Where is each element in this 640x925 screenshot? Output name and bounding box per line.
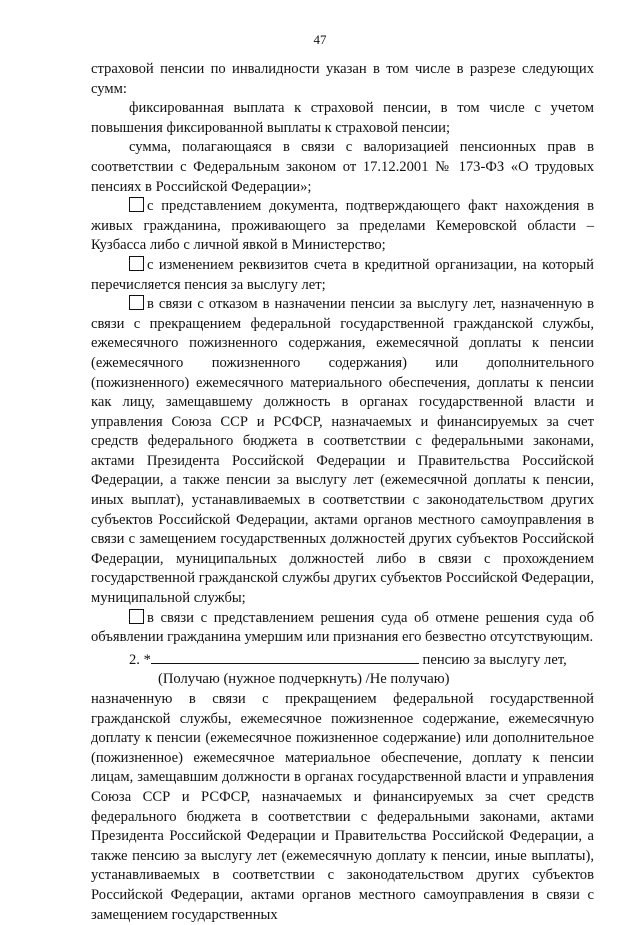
checkbox-proof-of-life[interactable] bbox=[129, 197, 144, 212]
document-body bbox=[91, 60, 594, 925]
option-proof-of-life bbox=[91, 197, 594, 256]
option-court-decision bbox=[91, 609, 594, 648]
paragraph-valorization: сумма, полагающаяся в связи с валоризацией пенсионных прав в соответствии с Федеральным законом от 17.12.2001 № 173-ФЗ «О трудовых пенсиях в Российской Федерации»; bbox=[91, 139, 594, 195]
option-account-change bbox=[91, 256, 594, 295]
paragraph-item-2-body: назначенную в связи с прекращением федеральной государственной гражданской службы, ежемесячное пожизненное содержание, ежемесячную доплату к пенсии (ежемесячное пожизненное содержание) или дополнительное (пожизненное) ежемесячное материальное обеспечение, доплату к пенсии лицам, замещавшим должности в органах государственной власти и управления Союза ССР и РСФСР, назначаемых и финансируемых за счет средств федерального бюджета в соответствии с федеральными законами, актами Президента Российской Федерации и Правительства Российской Федерации, а также пенсию за выслугу лет (ежемесячную доплату к пенсии, иные выплаты), устанавливаемых в соответствии с законодательством других субъектов Российской Федерации, актами органов местного самоуправления в связи с замещением государственных bbox=[91, 691, 594, 923]
checkbox-court-decision[interactable] bbox=[129, 609, 144, 624]
item-2-blank-field[interactable] bbox=[151, 648, 419, 664]
option-court-decision-text: в связи с представлением решения суда об отмене решения суда об объявлении гражданина умершим или признания его безвестно отсутствующим. bbox=[91, 609, 594, 646]
item-2-line bbox=[91, 648, 594, 671]
item-2-prefix: 2. * bbox=[129, 651, 151, 668]
paragraph-fixed-payment: фиксированная выплата к страховой пенсии, в том числе с учетом повышения фиксированной выплаты к страховой пенсии; bbox=[91, 100, 594, 136]
item-2-hint: (Получаю (нужное подчеркнуть) /Не получаю) bbox=[158, 671, 450, 688]
checkbox-refusal[interactable] bbox=[129, 295, 144, 310]
page-number: 47 bbox=[313, 32, 327, 47]
option-refusal bbox=[91, 295, 594, 609]
paragraph-continuation: страховой пенсии по инвалидности указан в том числе в разрезе следующих сумм: bbox=[91, 61, 594, 97]
checkbox-account-change[interactable] bbox=[129, 256, 144, 271]
option-account-change-text: с изменением реквизитов счета в кредитной организации, на который перечисляется пенсия за выслугу лет; bbox=[91, 256, 594, 293]
option-refusal-text: в связи с отказом в назначении пенсии за выслугу лет, назначенную в связи с прекращением федеральной государственной гражданской службы, ежемесячного пожизненного содержания, ежемесячной доплаты к пенсии (ежемесячного пожизненного содержания) или дополнительного (пожизненного) ежемесячного материального обеспечения, доплаты к пенсии как лицу, замещавшему должность в органах государственной власти и управления Союза ССР и РСФСР, назначаемых и финансируемых за счет средств федерального бюджета в соответствии с федеральными законами, актами Президента Российской Федерации и Правительства Российской Федерации, а также пенсии за выслугу лет (ежемесячной доплаты к пенсии, иных выплат), устанавливаемых в соответствии с законодательством других субъектов Российской Федерации, актами органов местного самоуправления в связи с замещением государственных должностей других субъектов Российской Федерации, муниципальных должностей либо в связи с прохождением государственной гражданской службы других субъектов Российской Федерации, муниципальной службы; bbox=[91, 296, 594, 607]
item-2-suffix: пенсию за выслугу лет, bbox=[422, 651, 567, 668]
option-proof-of-life-text: с представлением документа, подтверждающего факт нахождения в живых гражданина, проживающего за пределами Кемеровской области – Кузбасса либо с личной явкой в Министерство; bbox=[91, 198, 594, 254]
